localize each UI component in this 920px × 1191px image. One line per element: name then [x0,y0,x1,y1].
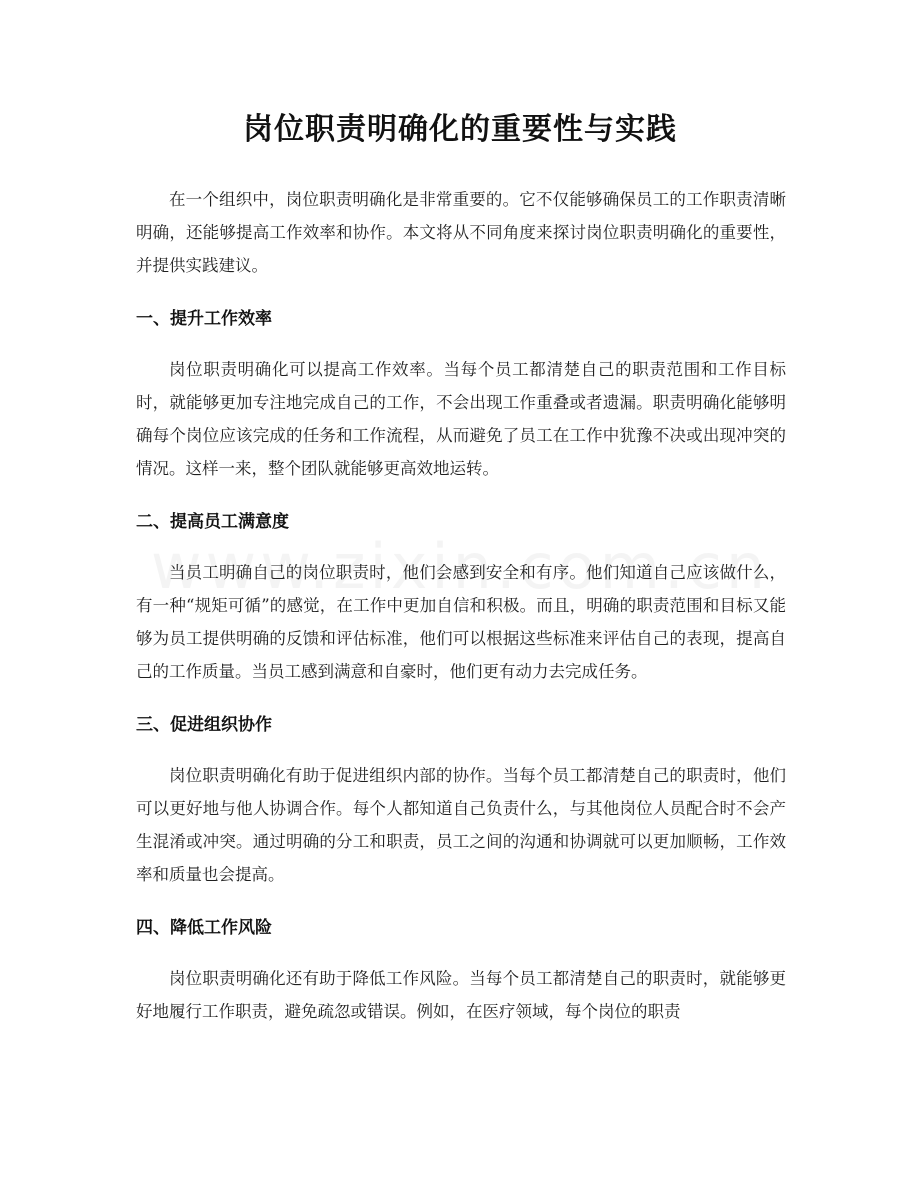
section-heading-1: 一、提升工作效率 [136,309,272,329]
intro-paragraph: 在一个组织中，岗位职责明确化是非常重要的。它不仅能够确保员工的工作职责清晰明确，还能够提高工作效率和协作。本文将从不同角度来探讨岗位职责明确化的重要性，并提供实践建议。 [136,190,786,275]
section-paragraph-4: 岗位职责明确化还有助于降低工作风险。当每个员工都清楚自己的职责时，就能够更好地履行工作职责，避免疏忽或错误。例如，在医疗领域，每个岗位的职责 [136,969,786,1021]
document-body [136,183,786,1028]
section-paragraph-2: 当员工明确自己的岗位职责时，他们会感到安全和有序。他们知道自己应该做什么，有一种“规矩可循”的感觉，在工作中更加自信和积极。而且，明确的职责范围和目标又能够为员工提供明确的反馈和评估标准，他们可以根据这些标准来评估自己的表现，提高自己的工作质量。当员工感到满意和自豪时，他们更有动力去完成任务。 [136,563,786,681]
section-paragraph-1: 岗位职责明确化可以提高工作效率。当每个员工都清楚自己的职责范围和工作目标时，就能够更加专注地完成自己的工作，不会出现工作重叠或者遗漏。职责明确化能够明确每个岗位应该完成的任务和工作流程，从而避免了员工在工作中犹豫不决或出现冲突的情况。这样一来，整个团队就能够更高效地运转。 [136,360,786,478]
section-heading-4: 四、降低工作风险 [136,918,272,938]
section-heading-3: 三、促进组织协作 [136,715,272,735]
page-title: 岗位职责明确化的重要性与实践 [243,112,677,147]
section-paragraph-3: 岗位职责明确化有助于促进组织内部的协作。当每个员工都清楚自己的职责时，他们可以更好地与他人协调合作。每个人都知道自己负责什么，与其他岗位人员配合时不会产生混淆或冲突。通过明确的分工和职责，员工之间的沟通和协调就可以更加顺畅，工作效率和质量也会提高。 [136,766,786,884]
section-heading-2: 二、提高员工满意度 [136,512,289,532]
